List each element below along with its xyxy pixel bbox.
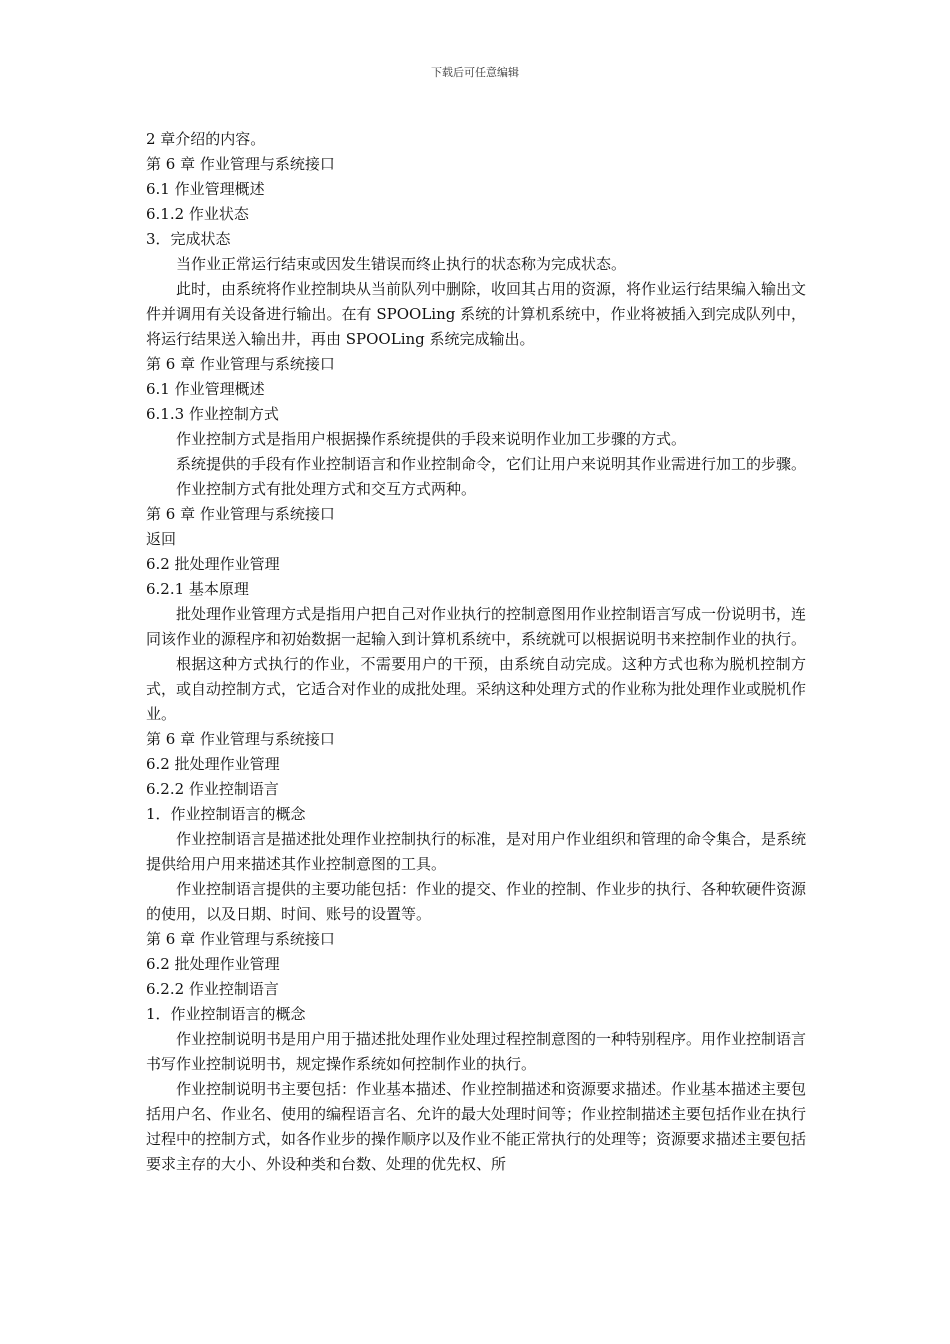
body-paragraph: 作业控制方式有批处理方式和交互方式两种。 — [176, 480, 477, 498]
body-paragraph: 作业控制说明书主要包括：作业基本描述、作业控制描述和资源要求描述。作业基本描述主要包括用户名、作业名、使用的编程语言名、允许的最大处理时间等；作业控制描述主要包括作业在执行过程中的控制方式，如各作业步的操作顺序以及作业不能正常执行的处理等；资源要求描述主要包括要求主存的大小、外设种类和台数、处理的优先权、所 — [146, 1080, 807, 1173]
heading-line: 2 章介绍的内容。 — [146, 130, 266, 148]
heading-line: 1．作业控制语言的概念 — [146, 1005, 306, 1023]
heading-line: 6.2 批处理作业管理 — [146, 755, 280, 773]
body-paragraph: 作业控制说明书是用户用于描述批处理作业处理过程控制意图的一种特别程序。用作业控制语言书写作业控制说明书，规定操作系统如何控制作业的执行。 — [146, 1030, 807, 1073]
heading-line: 6.2 批处理作业管理 — [146, 955, 280, 973]
heading-line: 返回 — [146, 530, 177, 548]
heading-line: 6.2.2 作业控制语言 — [146, 980, 279, 998]
body-paragraph: 作业控制方式是指用户根据操作系统提供的手段来说明作业加工步骤的方式。 — [176, 430, 687, 448]
heading-line: 6.2.2 作业控制语言 — [146, 780, 279, 798]
heading-line: 第 6 章 作业管理与系统接口 — [146, 355, 335, 373]
document-body — [146, 127, 806, 1177]
body-paragraph: 当作业正常运行结束或因发生错误而终止执行的状态称为完成状态。 — [176, 255, 627, 273]
heading-line: 1．作业控制语言的概念 — [146, 805, 306, 823]
heading-line: 6.1 作业管理概述 — [146, 180, 265, 198]
heading-line: 6.1.3 作业控制方式 — [146, 405, 279, 423]
heading-line: 第 6 章 作业管理与系统接口 — [146, 155, 335, 173]
body-paragraph: 作业控制语言是描述批处理作业控制执行的标准，是对用户作业组织和管理的命令集合，是系统提供给用户用来描述其作业控制意图的工具。 — [146, 830, 807, 873]
heading-line: 6.1 作业管理概述 — [146, 380, 265, 398]
heading-line: 第 6 章 作业管理与系统接口 — [146, 930, 335, 948]
heading-line: 3．完成状态 — [146, 230, 231, 248]
heading-line: 第 6 章 作业管理与系统接口 — [146, 505, 335, 523]
body-paragraph: 批处理作业管理方式是指用户把自己对作业执行的控制意图用作业控制语言写成一份说明书，连同该作业的源程序和初始数据一起输入到计算机系统中，系统就可以根据说明书来控制作业的执行。 — [146, 605, 807, 648]
body-paragraph: 根据这种方式执行的作业，不需要用户的干预，由系统自动完成。这种方式也称为脱机控制方式，或自动控制方式，它适合对作业的成批处理。采纳这种处理方式的作业称为批处理作业或脱机作业。 — [146, 655, 807, 723]
heading-line: 6.1.2 作业状态 — [146, 205, 249, 223]
page-header: 下载后可任意编辑 — [431, 66, 519, 79]
heading-line: 6.2 批处理作业管理 — [146, 555, 280, 573]
body-paragraph: 作业控制语言提供的主要功能包括：作业的提交、作业的控制、作业步的执行、各种软硬件资源的使用，以及日期、时间、账号的设置等。 — [146, 880, 807, 923]
body-paragraph: 系统提供的手段有作业控制语言和作业控制命令，它们让用户来说明其作业需进行加工的步骤。 — [176, 455, 807, 473]
heading-line: 6.2.1 基本原理 — [146, 580, 249, 598]
heading-line: 第 6 章 作业管理与系统接口 — [146, 730, 335, 748]
body-paragraph: 此时，由系统将作业控制块从当前队列中删除，收回其占用的资源，将作业运行结果编入输出文件并调用有关设备进行输出。在有 SPOOLing 系统的计算机系统中，作业将被插入到完成队列中，将运行结果送入输出井，再由 SPOOLing 系统完成输出。 — [146, 280, 807, 348]
